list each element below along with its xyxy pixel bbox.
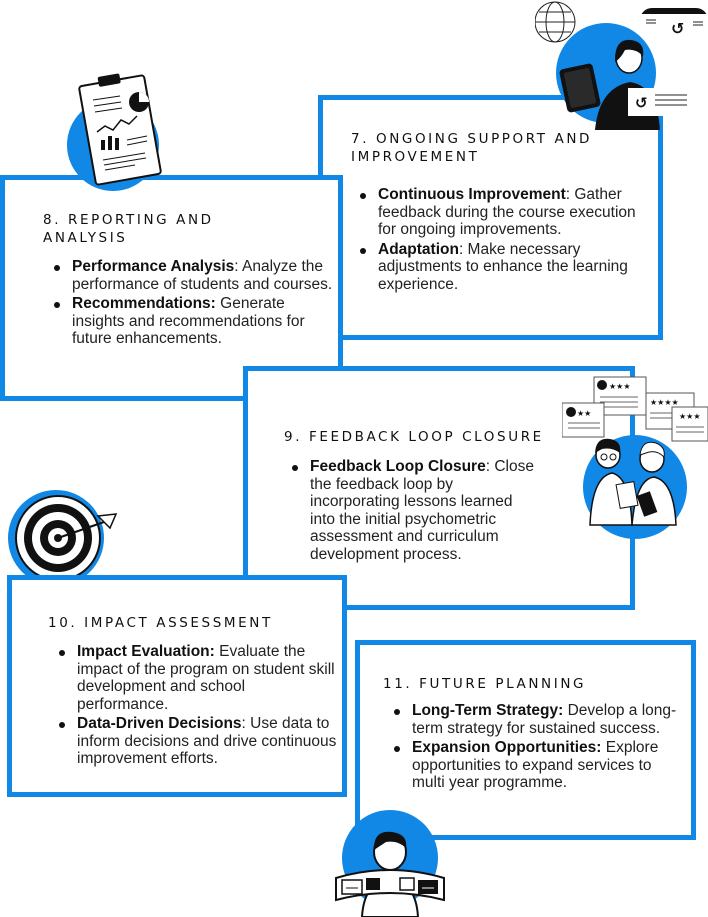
item-term: Long-Term Strategy:	[412, 702, 564, 719]
list-item: Performance Analysis: Analyze the performance of students and courses.	[50, 258, 335, 293]
item-text: Develop a long-term strategy for sustained success.	[412, 702, 677, 737]
item-text: Close the feedback loop by incorporating lessons learned into the initial psychometric assessment and curriculum development process.	[310, 458, 534, 563]
item-text: Make necessary adjustments to enhance the learning experience.	[378, 240, 628, 293]
item-term: Data-Driven Decisions	[77, 715, 242, 732]
svg-text:↺: ↺	[671, 19, 685, 38]
item-term: Feedback Loop Closure	[310, 458, 486, 475]
people-reviewing-feedback-icon	[562, 375, 708, 540]
item-term: Adaptation	[378, 240, 459, 258]
list-item	[390, 739, 680, 792]
svg-text:↺: ↺	[635, 94, 648, 112]
item-text: Use data to inform decisions and drive continuous improvement efforts.	[77, 715, 337, 767]
section-7-list	[356, 186, 646, 295]
clipboard-report-icon	[65, 70, 175, 195]
review-stars: ★★★★	[650, 398, 679, 407]
person-with-tablet-icon	[535, 0, 708, 135]
section-7-title: 7. ONGOING SUPPORT AND IMPROVEMENT	[351, 131, 593, 165]
section-8-list	[50, 258, 335, 350]
item-text: Analyze the performance of students and courses.	[72, 258, 333, 293]
person-with-dashboards-icon	[330, 808, 450, 917]
list-item	[50, 295, 335, 348]
item-term: Continuous Improvement	[378, 186, 566, 203]
list-item: Feedback Loop Closure: Close the feedback loop by incorporating lessons learned into the initial psychometric assessment and curriculum development process.	[288, 458, 536, 563]
section-8-title: 8. REPORTING AND ANALYSIS	[43, 212, 214, 246]
section-11-list	[390, 702, 680, 794]
item-text: Evaluate the impact of the program on student skill development and school performance.	[77, 643, 335, 713]
list-item: Data-Driven Decisions: Use data to inform decisions and drive continuous improvement efforts.	[55, 715, 340, 768]
list-item: Continuous Improvement: Gather feedback during the course execution for ongoing improvements.	[356, 186, 646, 239]
list-item: Adaptation: Make necessary adjustments to enhance the learning experience.	[356, 241, 646, 294]
list-item	[55, 643, 340, 713]
review-stars: ★★★	[609, 382, 631, 391]
section-10-card	[7, 575, 347, 797]
item-term: Performance Analysis	[72, 258, 235, 275]
section-10-title: 10. IMPACT ASSESSMENT	[48, 615, 273, 631]
item-term: Recommendations:	[72, 295, 216, 312]
section-9-title: 9. FEEDBACK LOOP CLOSURE	[284, 429, 544, 445]
item-text: Gather feedback during the course execution for ongoing improvements.	[378, 186, 636, 238]
target-icon	[0, 488, 122, 588]
item-text: Generate insights and recommendations for future enhancements.	[72, 295, 305, 347]
item-text: Explore opportunities to expand services to multi year programme.	[412, 739, 659, 791]
list-item	[390, 702, 680, 737]
item-term: Impact Evaluation:	[77, 643, 215, 660]
section-10-list	[55, 643, 340, 770]
review-stars: ★★★	[679, 412, 701, 421]
item-term: Expansion Opportunities:	[412, 739, 602, 756]
review-stars: ★★	[577, 409, 592, 418]
section-9-list	[288, 458, 536, 565]
section-11-title: 11. FUTURE PLANNING	[383, 676, 587, 692]
